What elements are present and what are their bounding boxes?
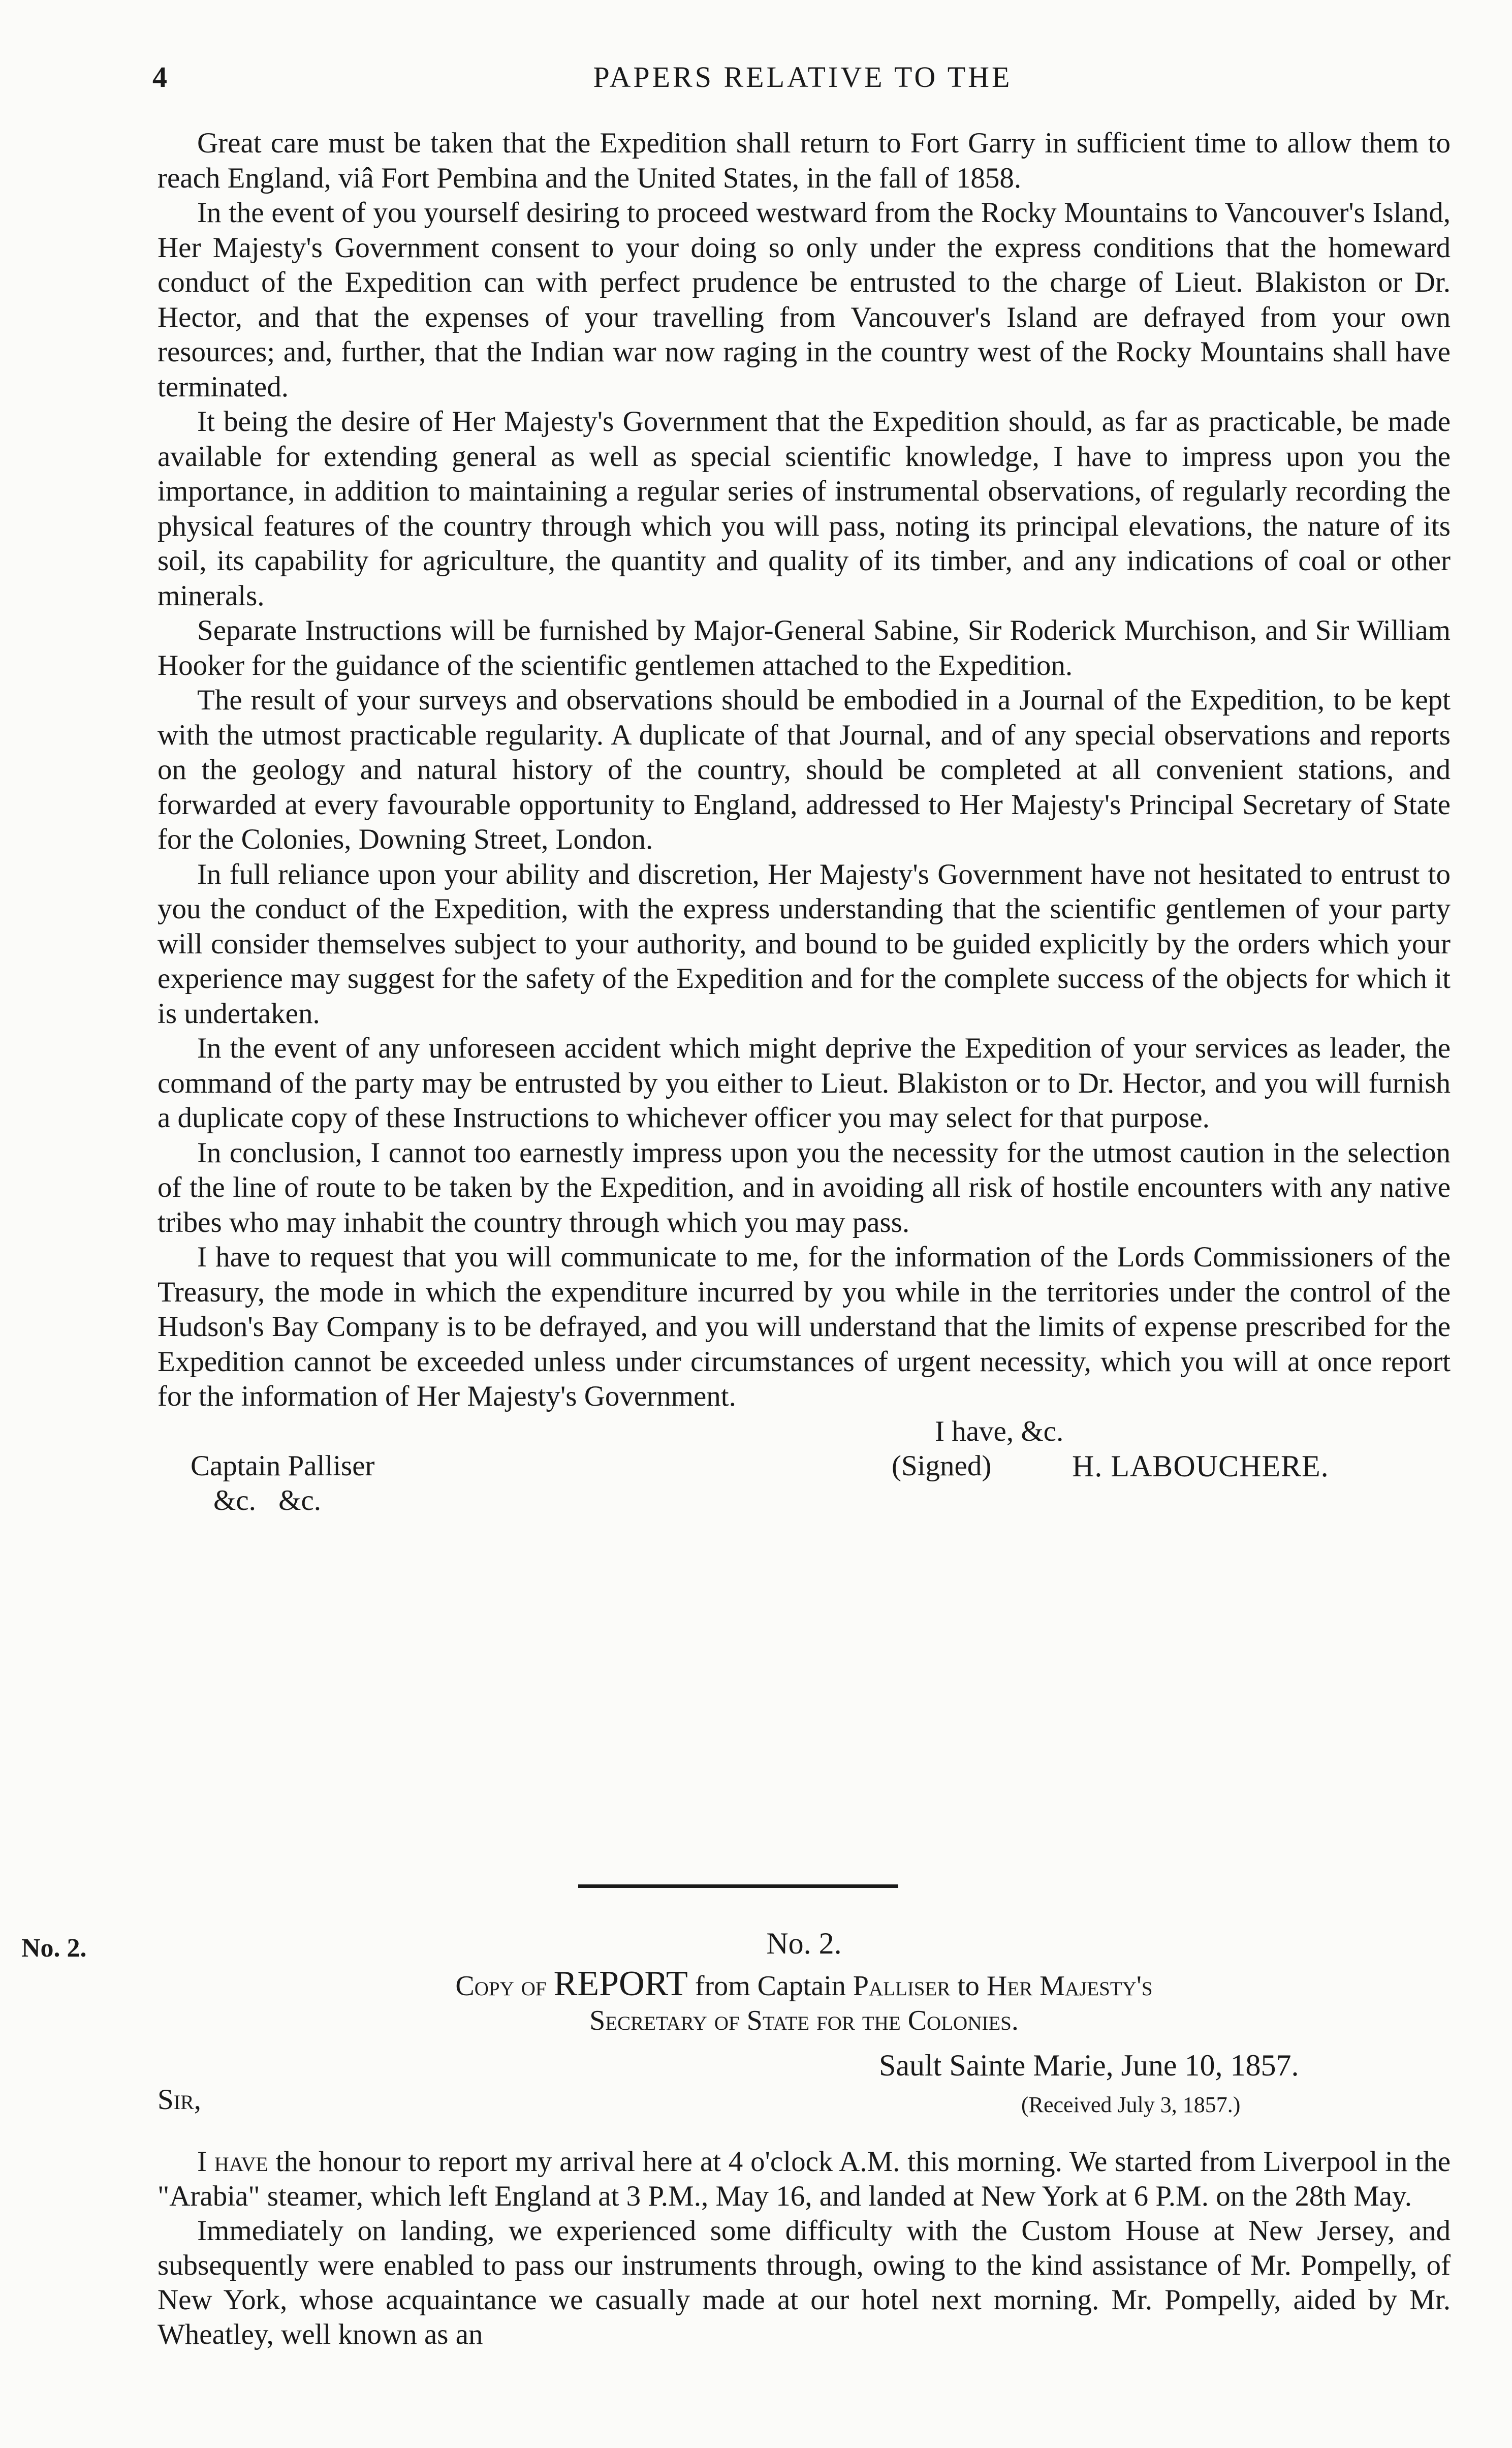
page-number: 4 bbox=[152, 60, 167, 94]
paragraph: In the event of any unforeseen accident which might deprive the Expedition of your services as leader, the command of the party may be entrusted by you either to Lieut. Blakiston or to Dr. Hector, and you will furnish a duplicate copy of these Instructions to whichever officer you may select for that purpose. bbox=[158, 1032, 1451, 1134]
document-title: Copy of REPORT from Captain Palliser to Her Majesty's Secretary of State for the Colonies. bbox=[158, 1967, 1451, 2038]
paragraph: In the event of you yourself desiring to proceed westward from the Rocky Mountains to Vancouver's Island, Her Majesty's Government consent to your doing so only under the express conditions that the homeward conduct of the Expedition can with perfect prudence be entrusted to the charge of Lieut. Blakiston or Dr. Hector, and that the expenses of your travelling from Vancouver's Island are defrayed from your own resources; and, further, that the Indian war now raging in the country west of the Rocky Mountains shall have terminated. bbox=[158, 197, 1451, 403]
paragraph: I have to request that you will communicate to me, for the information of the Lords Commissioners of the Treasury, the mode in which the expenditure incurred by you while in the territories under the control of the Hudson's Bay Company is to be defrayed, and you will understand that the limits of expense prescribed for the Expedition cannot be exceeded unless under circumstances of urgent necessity, which you will at once report for the information of Her Majesty's Government. bbox=[158, 1241, 1451, 1412]
letter-body bbox=[158, 126, 1451, 1519]
signed-label: (Signed) bbox=[892, 1449, 992, 1482]
received-date: (Received July 3, 1857.) bbox=[1021, 2092, 1241, 2117]
paragraph: In full reliance upon your ability and discretion, Her Majesty's Government have not hesitated to entrust to you the conduct of the Expedition, with the express understanding that the scientific gentlemen of your party will consider themselves subject to your authority, and bound to be guided explicitly by the orders which your experience may suggest for the safety of the Expedition and for the complete success of the objects for which it is undertaken. bbox=[158, 858, 1451, 1030]
document-title-line2: Secretary of State for the Colonies. bbox=[589, 2005, 1019, 2036]
paragraph: I have the honour to report my arrival here at 4 o'clock A.M. this morning. We started from Liverpool in the "Arabia" steamer, which left England at 3 P.M., May 16, and landed at New York at 6 P.M. on the 28th May. bbox=[158, 2146, 1451, 2212]
signatory: H. LABOUCHERE. bbox=[1072, 1449, 1329, 1483]
report-body bbox=[158, 1926, 1451, 2352]
paragraph: Great care must be taken that the Expedition shall return to Fort Garry in sufficient time to allow them to reach England, viâ Fort Pembina and the United States, in the fall of 1858. bbox=[158, 127, 1451, 194]
closing-i-have: I have, &c. bbox=[935, 1415, 1064, 1447]
margin-label: No. 2. bbox=[21, 1934, 87, 1963]
addressee: Captain Palliser bbox=[191, 1449, 375, 1482]
place-date: Sault Sainte Marie, June 10, 1857. bbox=[879, 2049, 1299, 2082]
paragraph: Immediately on landing, we experienced some difficulty with the Custom House at New Jersey, and subsequently were enabled to pass our instruments through, owing to the kind assistance of Mr. Pompelly, of New York, whose acquaintance we casually made at our hotel next morning. Mr. Pompelly, aided by Mr. Wheatley, well known as an bbox=[158, 2215, 1451, 2350]
page-header bbox=[152, 60, 1453, 106]
dateline bbox=[158, 2038, 1451, 2145]
addressee-etc: &c. &c. bbox=[213, 1484, 322, 1516]
paragraph: Separate Instructions will be furnished by Major-General Sabine, Sir Roderick Murchison, and Sir William Hooker for the guidance of the scientific gentlemen attached to the Expedition. bbox=[158, 614, 1451, 681]
salutation: Sir, bbox=[158, 2084, 201, 2116]
document-number: No. 2. bbox=[766, 1927, 842, 1960]
running-title: PAPERS RELATIVE TO THE bbox=[593, 60, 1013, 94]
section-divider bbox=[578, 1884, 898, 1888]
paragraph: The result of your surveys and observations should be embodied in a Journal of the Expedition, to be kept with the utmost practicable regularity. A duplicate of that Journal, and of any special observations and reports on the geology and natural history of the country, should be completed at all convenient stations, and forwarded at every favourable opportunity to England, addressed to Her Majesty's Principal Secretary of State for the Colonies, Downing Street, London. bbox=[158, 684, 1451, 855]
paragraph: It being the desire of Her Majesty's Government that the Expedition should, as far as practicable, be made available for extending general as well as special scientific knowledge, I have to impress upon you the importance, in addition to maintaining a regular series of instrumental observations, of regularly recording the physical features of the country through which you will pass, noting its principal elevations, the nature of its soil, its capability for agriculture, the quantity and quality of its timber, and any indications of coal or other minerals. bbox=[158, 406, 1451, 612]
letter-closing bbox=[158, 1414, 1451, 1519]
paragraph: In conclusion, I cannot too earnestly impress upon you the necessity for the utmost caution in the selection of the line of route to be taken by the Expedition, and in avoiding all risk of hostile encounters with any native tribes who may inhabit the country through which you may pass. bbox=[158, 1136, 1451, 1238]
